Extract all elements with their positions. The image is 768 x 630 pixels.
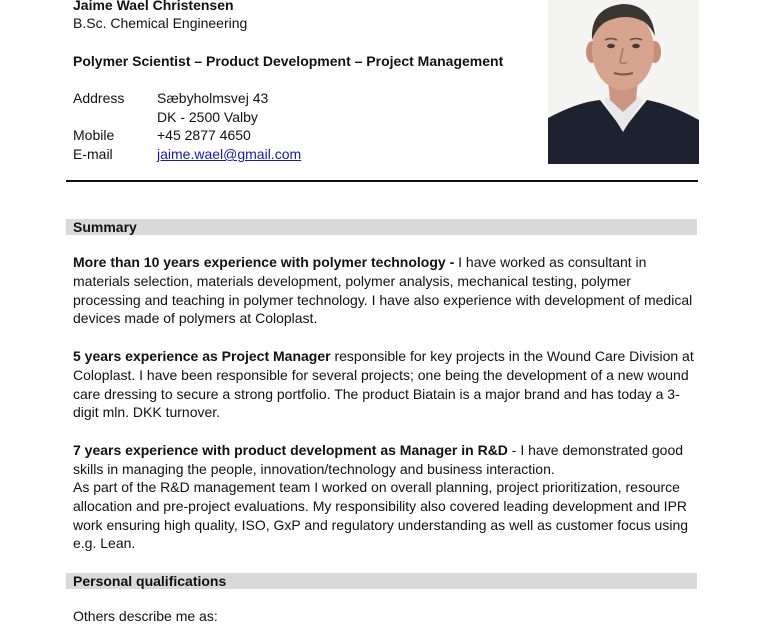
personal-qualifications-heading: Personal qualifications: [66, 573, 697, 589]
headline: Polymer Scientist – Product Development – Project Management: [73, 53, 504, 69]
summary-paragraph-4: As part of the R&D management team I worked on overall planning, project prioritization, resource allocation and pre-project evaluations. My responsibility also covered leading development and IPR work ensuring high quality, ISO, GxP and regulatory understanding as well as customer focus using e.g. Lean.: [73, 479, 689, 552]
summary-p3-text: - I have demonstrated good skills in managing the people, innovation/technology and business interaction.: [73, 442, 684, 477]
summary-p2-text: responsible for key projects in the Wound Care Division at Coloplast. I have been responsible for several projects; one being the development of a new wound care dressing to secure a strong portfolio. The product Biatain is a major brand and has today a 3-digit mln. DKK turnover.: [73, 348, 694, 421]
address-line2: DK - 2500 Valby: [157, 108, 258, 125]
portrait-image: [548, 0, 699, 164]
address-label: Address: [73, 90, 125, 106]
summary-p3-bold: 7 years experience with product development as Manager in R&D: [73, 442, 508, 458]
email-link[interactable]: jaime.wael@gmail.com: [157, 146, 302, 163]
header-divider: [66, 180, 698, 182]
address-line1: Sæbyholmsvej 43: [157, 90, 269, 106]
contact-block: [73, 89, 301, 164]
email-label: E-mail: [73, 146, 113, 163]
person-name: Jaime Wael Christensen: [73, 0, 234, 13]
summary-heading: Summary: [66, 219, 697, 235]
summary-paragraph-2: [73, 347, 695, 422]
summary-paragraph-3: [73, 441, 695, 479]
summary-p1-text: I have worked as consultant in materials selection, materials development, polymer analysis, mechanical testing, polymer processing and teaching in polymer technology. I have also experience with development of medical devices made of polymers at Coloplast.: [73, 254, 693, 327]
mobile-label: Mobile: [73, 127, 115, 144]
summary-p2-bold: 5 years experience as Project Manager: [73, 348, 331, 364]
summary-p1-bold: More than 10 years experience with polymer technology -: [73, 254, 459, 270]
profile-photo: [548, 0, 699, 164]
personal-intro: Others describe me as:: [73, 608, 218, 624]
summary-paragraph-1: [73, 253, 695, 328]
degree: B.Sc. Chemical Engineering: [73, 15, 248, 31]
mobile-number: +45 2877 4650: [157, 127, 251, 144]
